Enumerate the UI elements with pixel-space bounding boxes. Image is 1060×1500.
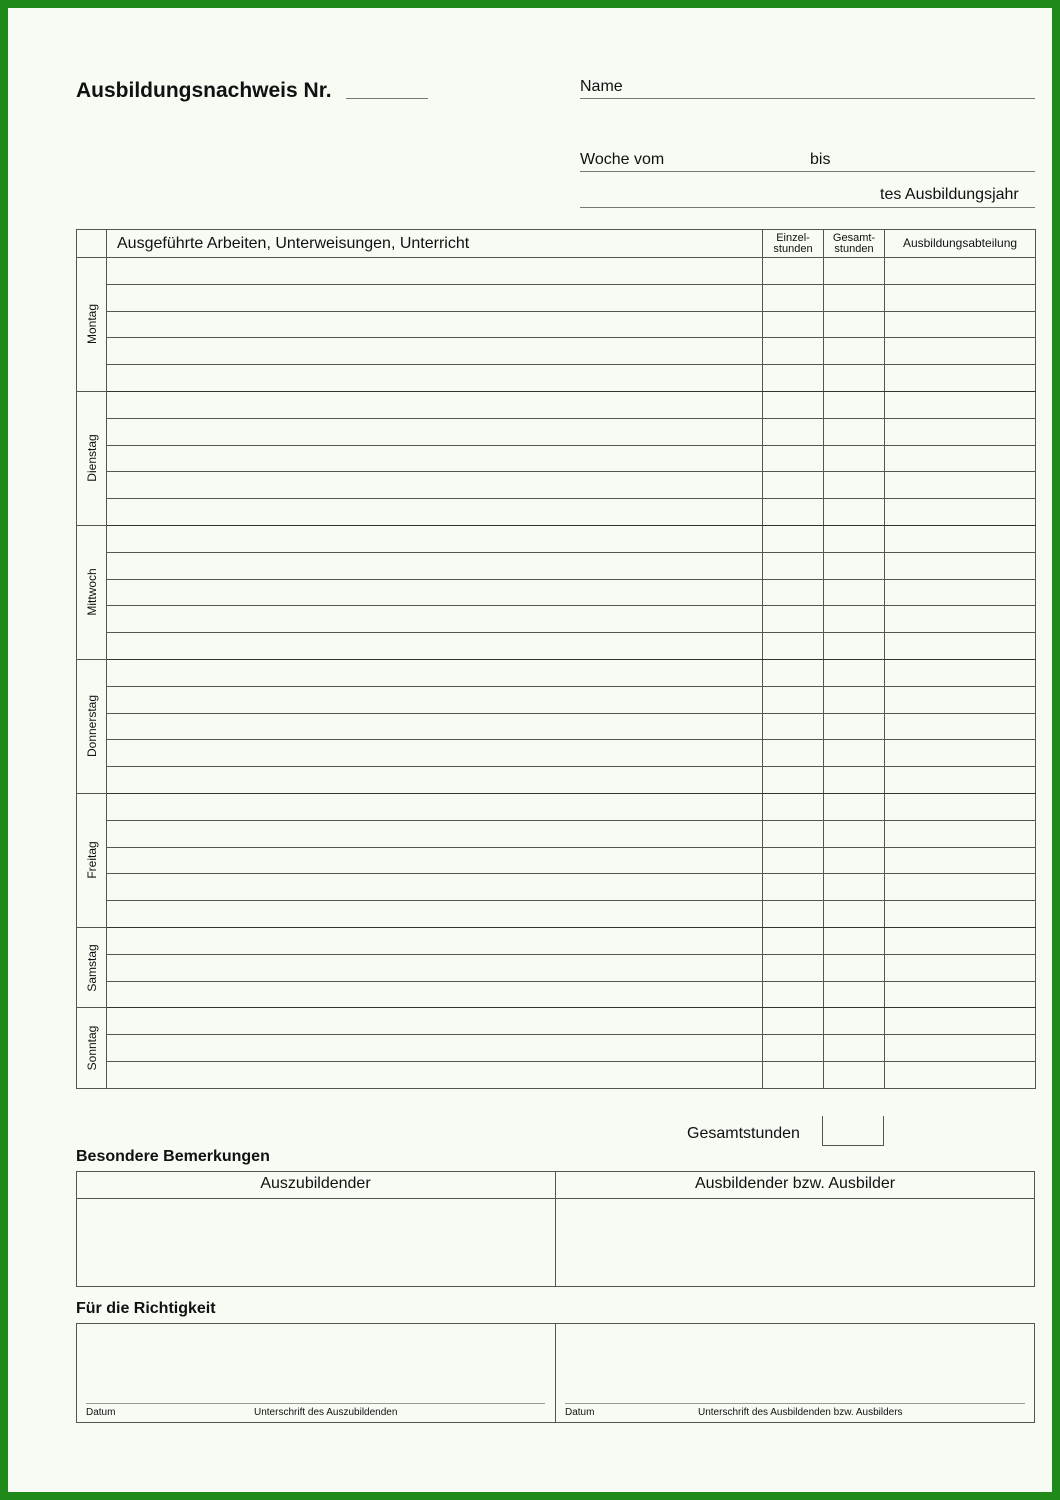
department-cell[interactable]: [885, 338, 1036, 365]
total-hours-cell[interactable]: [824, 499, 885, 526]
total-hours-cell[interactable]: [824, 338, 885, 365]
department-cell[interactable]: [885, 767, 1036, 794]
day-cell: [77, 1008, 107, 1088]
department-cell[interactable]: [885, 418, 1036, 445]
total-hours-label: Gesamtstunden: [687, 1125, 800, 1142]
department-cell[interactable]: [885, 284, 1036, 311]
activity-cell[interactable]: [107, 445, 763, 472]
department-cell[interactable]: [885, 686, 1036, 713]
activity-cell[interactable]: [107, 820, 763, 847]
remarks-title: Besondere Bemerkungen: [76, 1148, 270, 1165]
table-row: [77, 901, 1036, 928]
total-hours-cell[interactable]: [824, 927, 885, 954]
department-cell[interactable]: [885, 927, 1036, 954]
confirmation-title: Für die Richtigkeit: [76, 1300, 216, 1317]
department-cell[interactable]: [885, 740, 1036, 767]
activity-cell[interactable]: [107, 1061, 763, 1088]
single-hours-cell[interactable]: [763, 391, 824, 418]
total-hours-cell[interactable]: [824, 793, 885, 820]
trainer-signature-label: Unterschrift des Ausbildenden bzw. Ausbilders: [698, 1407, 903, 1418]
department-cell[interactable]: [885, 552, 1036, 579]
single-hours-cell[interactable]: [763, 686, 824, 713]
total-hours-header: [824, 230, 885, 258]
form-title: Ausbildungsnachweis Nr.: [76, 79, 332, 102]
activity-cell[interactable]: [107, 1008, 763, 1035]
single-hours-cell[interactable]: [763, 820, 824, 847]
trainee-signature-line[interactable]: [86, 1403, 545, 1404]
total-hours-cell[interactable]: [824, 981, 885, 1008]
activity-cell[interactable]: [107, 981, 763, 1008]
single-hours-cell[interactable]: [763, 954, 824, 981]
day-cell: [77, 927, 107, 1007]
table-row: [77, 793, 1036, 820]
department-cell[interactable]: [885, 579, 1036, 606]
single-hours-cell[interactable]: [763, 901, 824, 928]
table-row: [77, 606, 1036, 633]
table-row: [77, 552, 1036, 579]
total-hours-cell[interactable]: [824, 659, 885, 686]
week-from-label: Woche vom: [580, 151, 665, 168]
total-hours-cell[interactable]: [824, 418, 885, 445]
single-hours-cell[interactable]: [763, 258, 824, 285]
single-hours-cell[interactable]: [763, 338, 824, 365]
activity-cell[interactable]: [107, 633, 763, 660]
single-hours-cell[interactable]: [763, 365, 824, 392]
single-hours-cell[interactable]: [763, 1035, 824, 1062]
activity-cell[interactable]: [107, 847, 763, 874]
total-hours-cell[interactable]: [824, 284, 885, 311]
number-field[interactable]: [346, 98, 428, 99]
single-hours-cell[interactable]: [763, 606, 824, 633]
table-row: [77, 499, 1036, 526]
single-hours-cell[interactable]: [763, 1008, 824, 1035]
department-cell[interactable]: [885, 847, 1036, 874]
trainee-signature-label: Unterschrift des Auszubildenden: [254, 1407, 398, 1418]
single-hours-cell[interactable]: [763, 525, 824, 552]
total-hours-field[interactable]: [822, 1116, 884, 1146]
total-hours-cell[interactable]: [824, 606, 885, 633]
single-hours-header-line2: stunden: [773, 242, 813, 255]
activity-cell[interactable]: [107, 767, 763, 794]
remarks-trainee-field[interactable]: [77, 1199, 554, 1286]
table-row: [77, 874, 1036, 901]
department-cell[interactable]: [885, 606, 1036, 633]
activity-cell[interactable]: [107, 793, 763, 820]
trainee-date-label: Datum: [86, 1407, 116, 1418]
activity-cell[interactable]: [107, 418, 763, 445]
day-cell: [77, 525, 107, 659]
department-cell[interactable]: [885, 981, 1036, 1008]
activity-cell[interactable]: [107, 284, 763, 311]
day-label: Freitag: [84, 841, 99, 880]
single-hours-cell[interactable]: [763, 284, 824, 311]
table-row: [77, 686, 1036, 713]
table-row: [77, 579, 1036, 606]
department-cell[interactable]: [885, 633, 1036, 660]
activity-cell[interactable]: [107, 499, 763, 526]
activity-cell[interactable]: [107, 740, 763, 767]
table-row: [77, 767, 1036, 794]
total-hours-cell[interactable]: [824, 686, 885, 713]
activity-cell[interactable]: [107, 1035, 763, 1062]
total-hours-cell[interactable]: [824, 954, 885, 981]
activity-cell[interactable]: [107, 954, 763, 981]
department-cell[interactable]: [885, 258, 1036, 285]
single-hours-cell[interactable]: [763, 659, 824, 686]
week-to-label: bis: [810, 151, 831, 168]
total-hours-header-line1: Gesamt-: [832, 231, 876, 244]
department-cell[interactable]: [885, 1061, 1036, 1088]
single-hours-cell[interactable]: [763, 981, 824, 1008]
department-cell[interactable]: [885, 901, 1036, 928]
table-row: [77, 1035, 1036, 1062]
table-row: [77, 740, 1036, 767]
day-label: Mittwoch: [84, 568, 99, 617]
table-row: [77, 954, 1036, 981]
activity-cell[interactable]: [107, 579, 763, 606]
training-year-label: tes Ausbildungsjahr: [880, 186, 1019, 203]
single-hours-cell[interactable]: [763, 793, 824, 820]
activity-cell[interactable]: [107, 927, 763, 954]
table-row: [77, 981, 1036, 1008]
activity-cell[interactable]: [107, 258, 763, 285]
trainer-date-label: Datum: [565, 1407, 595, 1418]
activity-cell[interactable]: [107, 659, 763, 686]
table-row: [77, 311, 1036, 338]
single-hours-cell[interactable]: [763, 713, 824, 740]
training-year-field[interactable]: [580, 207, 1035, 208]
department-cell[interactable]: [885, 525, 1036, 552]
table-header-row: [77, 230, 1036, 258]
total-hours-cell[interactable]: [824, 258, 885, 285]
department-cell[interactable]: [885, 365, 1036, 392]
department-cell[interactable]: [885, 1008, 1036, 1035]
table-row: [77, 365, 1036, 392]
total-hours-cell[interactable]: [824, 847, 885, 874]
name-label: Name: [580, 78, 623, 95]
day-label: Donnerstag: [84, 695, 99, 758]
single-hours-cell[interactable]: [763, 472, 824, 499]
table-row: [77, 418, 1036, 445]
activity-cell[interactable]: [107, 874, 763, 901]
total-hours-header-line2: stunden: [834, 242, 874, 255]
confirmation-divider: [555, 1323, 556, 1423]
department-header: Ausbildungsabteilung: [885, 230, 1036, 258]
day-cell: [77, 258, 107, 392]
table-row: [77, 927, 1036, 954]
table-row: [77, 391, 1036, 418]
activity-cell[interactable]: [107, 686, 763, 713]
activity-cell[interactable]: [107, 606, 763, 633]
table-row: [77, 472, 1036, 499]
total-hours-cell[interactable]: [824, 552, 885, 579]
total-hours-cell[interactable]: [824, 579, 885, 606]
table-row: [77, 525, 1036, 552]
table-row: [77, 445, 1036, 472]
day-label: Dienstag: [84, 434, 99, 483]
single-hours-cell[interactable]: [763, 874, 824, 901]
table-row: [77, 1061, 1036, 1088]
total-hours-cell[interactable]: [824, 633, 885, 660]
single-hours-cell[interactable]: [763, 552, 824, 579]
department-cell[interactable]: [885, 1035, 1036, 1062]
activity-cell[interactable]: [107, 391, 763, 418]
name-field[interactable]: [580, 98, 1035, 99]
single-hours-header-line1: Einzel-: [776, 231, 810, 244]
department-cell[interactable]: [885, 659, 1036, 686]
activity-cell[interactable]: [107, 713, 763, 740]
total-hours-cell[interactable]: [824, 740, 885, 767]
department-cell[interactable]: [885, 874, 1036, 901]
table-row: [77, 258, 1036, 285]
total-hours-cell[interactable]: [824, 391, 885, 418]
day-label: Sonntag: [84, 1025, 99, 1071]
total-hours-cell[interactable]: [824, 767, 885, 794]
total-hours-cell[interactable]: [824, 472, 885, 499]
weekly-log-table: [76, 229, 1036, 1089]
single-hours-cell[interactable]: [763, 1061, 824, 1088]
total-hours-cell[interactable]: [824, 1035, 885, 1062]
table-row: [77, 1008, 1036, 1035]
activity-cell[interactable]: [107, 525, 763, 552]
total-hours-cell[interactable]: [824, 820, 885, 847]
table-row: [77, 847, 1036, 874]
department-cell[interactable]: [885, 311, 1036, 338]
single-hours-cell[interactable]: [763, 927, 824, 954]
activity-cell[interactable]: [107, 552, 763, 579]
activity-cell[interactable]: [107, 365, 763, 392]
single-hours-cell[interactable]: [763, 847, 824, 874]
day-cell: [77, 659, 107, 793]
activity-cell[interactable]: [107, 311, 763, 338]
single-hours-cell[interactable]: [763, 418, 824, 445]
table-row: [77, 633, 1036, 660]
single-hours-cell[interactable]: [763, 311, 824, 338]
department-cell[interactable]: [885, 499, 1036, 526]
table-row: [77, 338, 1036, 365]
total-hours-cell[interactable]: [824, 1008, 885, 1035]
table-row: [77, 659, 1036, 686]
trainer-signature-line[interactable]: [565, 1403, 1025, 1404]
total-hours-cell[interactable]: [824, 445, 885, 472]
week-field[interactable]: [580, 171, 1035, 172]
single-hours-cell[interactable]: [763, 740, 824, 767]
total-hours-cell[interactable]: [824, 874, 885, 901]
total-hours-cell[interactable]: [824, 525, 885, 552]
total-hours-cell[interactable]: [824, 713, 885, 740]
single-hours-cell[interactable]: [763, 445, 824, 472]
remarks-trainer-field[interactable]: [556, 1199, 1034, 1286]
activity-cell[interactable]: [107, 472, 763, 499]
day-label: Samstag: [84, 943, 99, 992]
department-cell[interactable]: [885, 954, 1036, 981]
table-row: [77, 713, 1036, 740]
day-cell: [77, 793, 107, 927]
remarks-trainer-label: Ausbildender bzw. Ausbilder: [694, 1175, 896, 1192]
department-cell[interactable]: [885, 793, 1036, 820]
day-cell: [77, 391, 107, 525]
activities-header: Ausgeführte Arbeiten, Unterweisungen, Unterricht: [107, 230, 763, 258]
total-hours-cell[interactable]: [824, 365, 885, 392]
total-hours-cell[interactable]: [824, 901, 885, 928]
total-hours-cell[interactable]: [824, 311, 885, 338]
department-cell[interactable]: [885, 391, 1036, 418]
activity-cell[interactable]: [107, 338, 763, 365]
total-hours-cell[interactable]: [824, 1061, 885, 1088]
activity-cell[interactable]: [107, 901, 763, 928]
single-hours-cell[interactable]: [763, 579, 824, 606]
department-cell[interactable]: [885, 713, 1036, 740]
table-row: [77, 820, 1036, 847]
table-row: [77, 284, 1036, 311]
department-cell[interactable]: [885, 472, 1036, 499]
day-column-header: [77, 230, 107, 258]
department-cell[interactable]: [885, 820, 1036, 847]
remarks-trainee-label: Auszubildender: [260, 1175, 371, 1192]
single-hours-cell[interactable]: [763, 633, 824, 660]
single-hours-header: [763, 230, 824, 258]
single-hours-cell[interactable]: [763, 767, 824, 794]
day-label: Montag: [84, 304, 99, 345]
single-hours-cell[interactable]: [763, 499, 824, 526]
department-cell[interactable]: [885, 445, 1036, 472]
